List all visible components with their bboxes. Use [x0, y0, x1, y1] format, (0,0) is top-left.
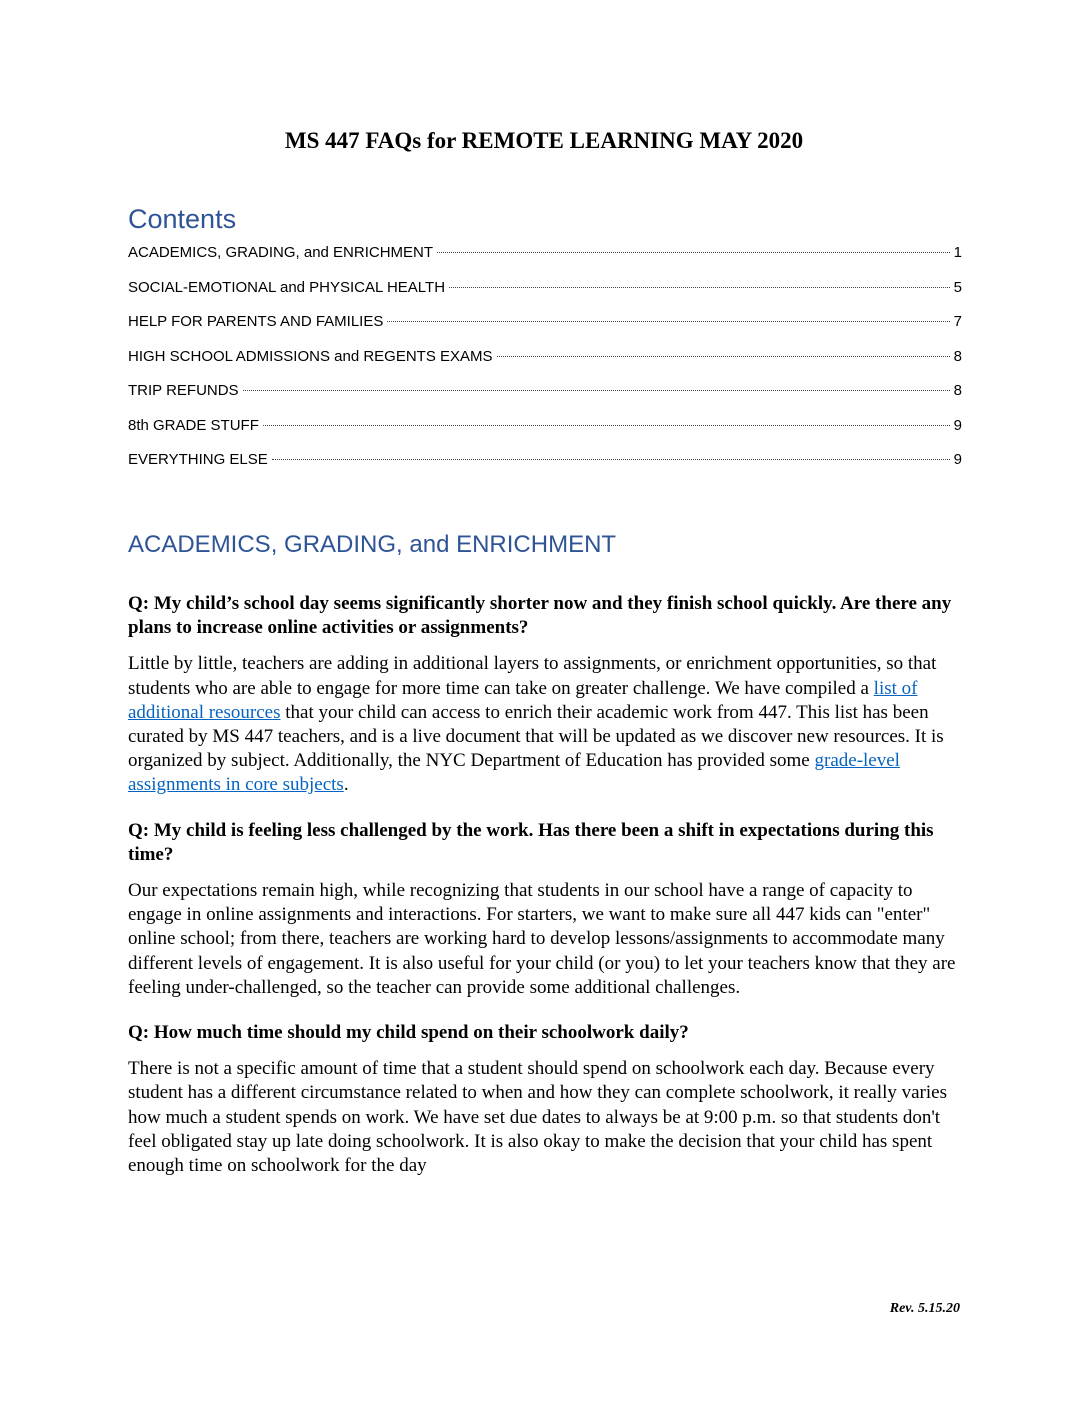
- toc-item-everything-else[interactable]: [128, 448, 962, 483]
- faq-question: Q: My child is feeling less challenged by the work. Has there been a shift in expectations during this time?: [128, 819, 934, 865]
- toc-leader-dots: [263, 425, 950, 426]
- toc-item-page: 5: [953, 278, 962, 296]
- toc-leader-dots: [272, 459, 950, 460]
- toc-item-label: 8th GRADE STUFF: [128, 416, 259, 434]
- toc-item-label: TRIP REFUNDS: [128, 382, 239, 399]
- toc-item-label: HELP FOR PARENTS AND FAMILIES: [128, 313, 384, 330]
- faq-question: Q: My child’s school day seems significantly shorter now and they finish school quickly. Are there any plans to increase online activities or assignments?: [128, 593, 952, 639]
- toc-item-page: 8: [953, 382, 962, 399]
- toc-item-label: ACADEMICS, GRADING, and ENRICHMENT: [128, 244, 434, 261]
- toc-item-trip-refunds[interactable]: [128, 379, 962, 414]
- document-title: MS 447 FAQs for REMOTE LEARNING MAY 2020: [284, 128, 804, 153]
- toc-item-help-for-parents[interactable]: [128, 310, 962, 345]
- toc-leader-dots: [497, 356, 950, 357]
- revision-footer: Rev. 5.15.20: [889, 1301, 960, 1316]
- toc-item-label: SOCIAL-EMOTIONAL and PHYSICAL HEALTH: [128, 278, 446, 296]
- faq-answer-text: .: [343, 774, 349, 796]
- toc-leader-dots: [437, 252, 950, 253]
- faq-question: Q: How much time should my child spend on their schoolwork daily?: [128, 1022, 689, 1044]
- additional-resources-link[interactable]: list of additional resources: [128, 677, 918, 723]
- toc-item-academics[interactable]: [128, 241, 962, 276]
- faq-answer-text: Little by little, teachers are adding in additional layers to assignments, or enrichment opportunities, so that students who are able to engage for more time can take on greater challenge. We have compiled a: [128, 653, 937, 699]
- toc-item-label: EVERYTHING ELSE: [128, 451, 268, 468]
- toc-leader-dots: [387, 321, 949, 322]
- toc-item-page: 7: [953, 313, 962, 330]
- table-of-contents: [128, 241, 962, 483]
- toc-item-page: 9: [953, 416, 962, 434]
- faq-answer: Our expectations remain high, while recognizing that students in our school have a range of capacity to engage in online assignments and interactions. For starters, we want to make sure all 447 kids can "enter" online school; from there, teachers are working hard to develop lessons/assignments to accommodate many different levels of engagement. It is also useful for your child (or you) to let your teachers know that they are feeling under-challenged, so the teacher can provide some additional challenges.: [128, 880, 956, 998]
- faq-content: [128, 592, 960, 1199]
- toc-item-social-emotional[interactable]: [128, 276, 962, 311]
- faq-answer: [128, 652, 960, 797]
- toc-item-page: 9: [953, 451, 962, 468]
- faq-answer: There is not a specific amount of time that a student should spend on schoolwork each day. Because every student has a different circumstance related to when and how they can complete schoolwork, it really varies how much a student spends on work. We have set due dates to always be at 9:00 p.m. so that students don't feel obligated stay up late doing schoolwork. It is also okay to make the decision that your child has spent enough time on schoolwork for the day: [128, 1058, 947, 1177]
- toc-item-label: HIGH SCHOOL ADMISSIONS and REGENTS EXAMS: [128, 347, 493, 365]
- toc-leader-dots: [449, 287, 950, 288]
- toc-leader-dots: [243, 390, 950, 391]
- toc-item-high-school-admissions[interactable]: [128, 345, 962, 380]
- toc-item-page: 1: [953, 244, 962, 261]
- toc-item-8th-grade[interactable]: [128, 414, 962, 449]
- toc-item-page: 8: [953, 347, 962, 365]
- grade-level-assignments-link[interactable]: grade-level assignments in core subjects: [128, 750, 900, 796]
- section-heading: ACADEMICS, GRADING, and ENRICHMENT: [128, 531, 617, 558]
- faq-answer-text: that your child can access to enrich their academic work from 447. This list has been curated by MS 447 teachers, and is a live document that will be updated as we discover new resources. It is organized by subject. Additionally, the NYC Department of Education has provided some: [128, 701, 944, 772]
- contents-heading: Contents: [128, 204, 237, 234]
